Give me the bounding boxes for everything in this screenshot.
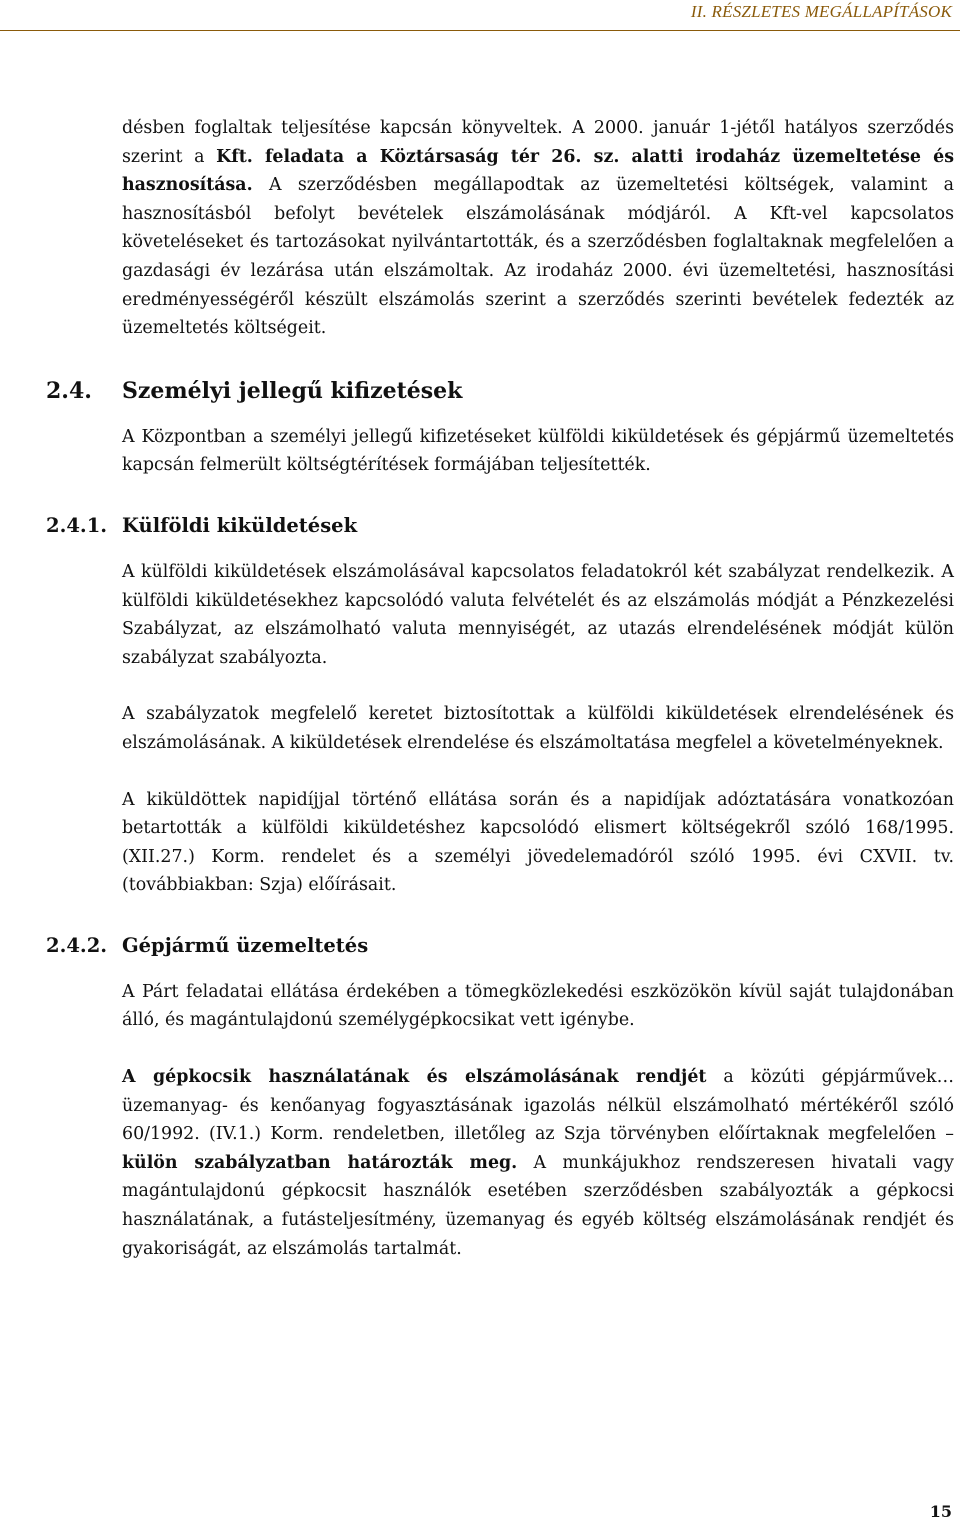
- paragraph-text-1: a közúti gépjárművek… üzemanyag- és kenőanyag fogyasztásának igazolás nélkül elszámolható mértékéről szóló 60/1992. (IV.1.) Korm. rendeletben, illetőleg az Szja törvényben előírtaknak megfelelően –: [122, 1067, 954, 1145]
- intro-paragraph: [122, 114, 954, 343]
- subsection-number: 2.4.2.: [46, 933, 108, 957]
- page-number: 15: [929, 1502, 952, 1521]
- bold-phrase-2: külön szabályzatban határozták meg.: [122, 1152, 518, 1173]
- section-2-4-1-paragraph-1: A külföldi kiküldetések elszámolásával kapcsolatos feladatokról két szabályzat rendelkezik. A külföldi kiküldetésekhez kapcsolódó valuta felvételét és az elszámolás módját a Pénzkezelési Szabályzat, az elszámolható valuta mennyiségét, az utazás elrendelésének módját külön szabályzat szabályozta.: [122, 561, 954, 668]
- page-body: [46, 114, 954, 1291]
- subsection-title: Külföldi kiküldetések: [122, 513, 358, 537]
- intro-text-2: A szerződésben megállapodtak az üzemeltetési költségek, valamint a hasznosításból befolyt bevételek elszámolásának módjáról. A Kft-vel kapcsolatos követeléseket és tartozásokat nyilvántartották, és a szerződésben foglaltaknak megfelelően a gazdasági év lezárása után elszámoltak. Az irodaház 2000. évi üzemeltetési, hasznosítási eredményességéről készült elszámolás szerint a szerződés szerinti bevételek fedezték az üzemeltetés költségeit.: [122, 175, 954, 339]
- intro-text-1: désben foglaltak teljesítése kapcsán könyveltek. A 2000. január 1-jétől hatályos szerződés szerint a: [122, 118, 954, 167]
- intro-bold-text: Kft. feladata a Köztársaság tér 26. sz. alatti irodaház üzemeltetése és hasznosítása.: [122, 146, 954, 196]
- section-title: Személyi jellegű kifizetések: [122, 377, 463, 404]
- section-2-4-2-heading: [46, 928, 954, 964]
- section-2-4-1-paragraph-3: A kiküldöttek napidíjjal történő ellátása során és a napidíjak adóztatására vonatkozóan betartották a külföldi kiküldetéshez kapcsolódó elismert költségekről szóló 168/1995. (XII.27.) Korm. rendelet és a személyi jövedelemadóról szóló 1995. évi CXVII. tv. (továbbiakban: Szja) előírásait.: [122, 789, 954, 896]
- section-2-4-2-paragraph-2: [122, 1063, 954, 1263]
- subsection-number: 2.4.1.: [46, 513, 108, 537]
- bold-phrase-1: A gépkocsik használatának és elszámolásának rendjét: [122, 1067, 707, 1088]
- section-2-4-1-paragraph-2: A szabályzatok megfelelő keretet biztosítottak a külföldi kiküldetések elrendelésének és elszámolásának. A kiküldetések elrendelése és elszámoltatása megfelel a követelményeknek.: [122, 704, 954, 753]
- section-number: 2.4.: [46, 377, 92, 404]
- section-2-4-heading: [46, 371, 954, 411]
- subsection-title: Gépjármű üzemeltetés: [122, 933, 369, 957]
- section-2-4-2-paragraph-1: A Párt feladatai ellátása érdekében a tömegközlekedési eszközökön kívül saját tulajdonában álló, és magántulajdonú személygépkocsikat vett igénybe.: [122, 981, 954, 1031]
- header-rule: [0, 30, 960, 31]
- paragraph-text-2: A munkájukhoz rendszeresen hivatali vagy magántulajdonú gépkocsit használók esetében szerződésben szabályozták a gépkocsi használatának, a futásteljesítmény, üzemanyag és egyéb költség elszámolásának rendjét és gyakoriságát, az elszámolás tartalmát.: [122, 1152, 954, 1259]
- running-header: [0, 0, 960, 34]
- section-2-4-1-heading: [46, 508, 954, 544]
- section-2-4-paragraph: A Központban a személyi jellegű kifizetéseket külföldi kiküldetések és gépjármű üzemeltetés kapcsán felmerült költségtérítések formájában teljesítették.: [122, 426, 954, 476]
- running-header-title: II. RÉSZLETES MEGÁLLAPÍTÁSOK: [690, 2, 952, 21]
